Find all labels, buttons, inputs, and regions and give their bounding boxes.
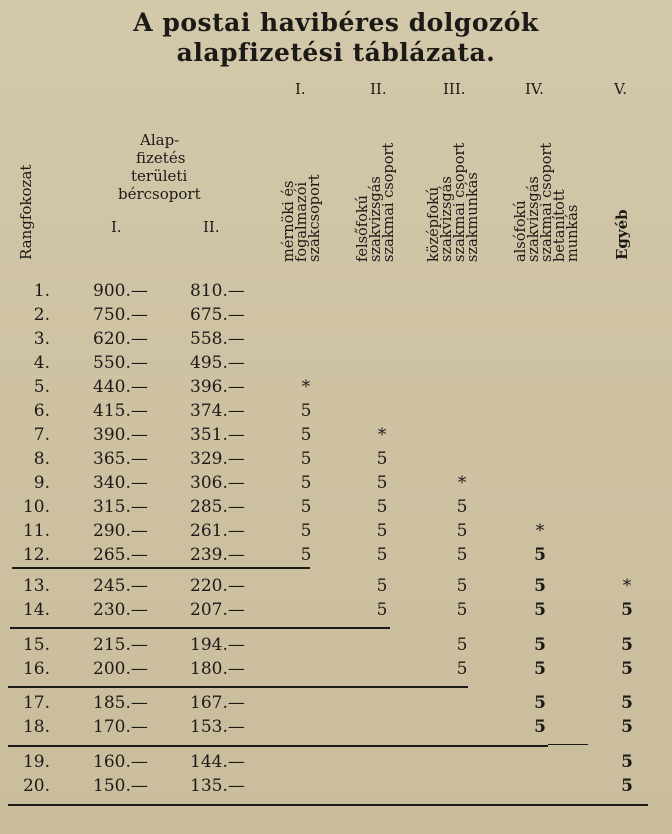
table-bottom-line — [8, 804, 648, 806]
pay-group-2-cell: 558.— — [190, 329, 245, 349]
group-5-cell: 5 — [621, 717, 633, 737]
pay-group-2-cell: 675.— — [190, 305, 245, 325]
group-5-cell: 5 — [621, 600, 633, 620]
pay-group-2-cell: 180.— — [190, 659, 245, 679]
table-row — [0, 717, 672, 741]
group-2-cell: 5 — [376, 576, 388, 596]
group-name-4: alsófokú szakvizsgás szakmai csoport betanított munkás — [513, 142, 581, 262]
pay-group-2-cell: 396.— — [190, 377, 245, 397]
group-number-5: V. — [614, 80, 627, 98]
table-row — [0, 329, 672, 353]
pay-group-1-cell: 315.— — [93, 497, 148, 517]
group-3-cell: 5 — [456, 600, 468, 620]
pay-group-2-cell: 239.— — [190, 545, 245, 565]
group-5-cell: 5 — [621, 659, 633, 679]
separator-line — [8, 686, 468, 688]
group-2-cell: 5 — [376, 545, 388, 565]
table-row — [0, 776, 672, 800]
table-row — [0, 353, 672, 377]
pay-group-2-cell: 285.— — [190, 497, 245, 517]
table-row — [0, 600, 672, 624]
pay-group-1-cell: 750.— — [93, 305, 148, 325]
table-row — [0, 401, 672, 425]
pay-group-2-cell: 261.— — [190, 521, 245, 541]
pay-group-1-cell: 340.— — [93, 473, 148, 493]
pay-group-2-cell: 306.— — [190, 473, 245, 493]
pay-group-1-cell: 245.— — [93, 576, 148, 596]
pay-group-2-cell: 167.— — [190, 693, 245, 713]
group-4-cell: 5 — [534, 600, 546, 620]
group-3-cell: 5 — [456, 635, 468, 655]
rank-cell: 10. — [22, 497, 50, 517]
table-row — [0, 635, 672, 659]
table-row — [0, 521, 672, 545]
header-base-pay-line4: bércsoport — [118, 185, 201, 203]
group-1-cell: * — [301, 377, 311, 397]
pay-group-1-cell: 160.— — [93, 752, 148, 772]
group-4-cell: * — [535, 521, 545, 541]
group-name-3: középfokú szakvizsgás szakmai csoport szakmunkás — [426, 142, 481, 262]
group-number-4: IV. — [525, 80, 544, 98]
pay-group-1-cell: 230.— — [93, 600, 148, 620]
separator-line-stroke — [548, 744, 588, 745]
pay-group-2-cell: 374.— — [190, 401, 245, 421]
separator-line — [10, 627, 390, 629]
group-4-cell: 5 — [534, 576, 546, 596]
pay-group-1-cell: 390.— — [93, 425, 148, 445]
group-5-cell: 5 — [621, 752, 633, 772]
group-5-cell: 5 — [621, 635, 633, 655]
rank-cell: 9. — [33, 473, 50, 493]
group-2-cell: 5 — [376, 521, 388, 541]
group-3-cell: * — [457, 473, 467, 493]
pay-group-1-cell: 200.— — [93, 659, 148, 679]
group-2-cell: * — [377, 425, 387, 445]
table-row — [0, 576, 672, 600]
table-row — [0, 497, 672, 521]
separator-line — [12, 567, 310, 569]
group-1-cell: 5 — [300, 545, 312, 565]
rank-cell: 3. — [33, 329, 50, 349]
pay-group-1-cell: 170.— — [93, 717, 148, 737]
group-3-cell: 5 — [456, 659, 468, 679]
group-4-cell: 5 — [534, 693, 546, 713]
rank-cell: 1. — [33, 281, 50, 301]
rank-cell: 8. — [33, 449, 50, 469]
pay-group-1-cell: 290.— — [93, 521, 148, 541]
pay-group-2-cell: 495.— — [190, 353, 245, 373]
rank-cell: 13. — [22, 576, 50, 596]
pay-group-2-cell: 144.— — [190, 752, 245, 772]
group-5-cell: * — [622, 576, 632, 596]
group-name-5: Egyéb — [613, 209, 631, 260]
rank-cell: 16. — [22, 659, 50, 679]
table-row — [0, 377, 672, 401]
pay-group-1-cell: 265.— — [93, 545, 148, 565]
pay-group-1-cell: 415.— — [93, 401, 148, 421]
header-base-pay-line2: fizetés — [136, 149, 186, 167]
group-1-cell: 5 — [300, 497, 312, 517]
pay-group-1-cell: 365.— — [93, 449, 148, 469]
rank-cell: 20. — [22, 776, 50, 796]
rank-cell: 12. — [22, 545, 50, 565]
table-row — [0, 752, 672, 776]
header-base-pay-line1: Alap- — [140, 131, 180, 149]
rank-cell: 14. — [22, 600, 50, 620]
pay-group-1-cell: 900.— — [93, 281, 148, 301]
pay-group-2-cell: 329.— — [190, 449, 245, 469]
rank-cell: 6. — [33, 401, 50, 421]
group-3-cell: 5 — [456, 521, 468, 541]
group-2-cell: 5 — [376, 473, 388, 493]
group-1-cell: 5 — [300, 521, 312, 541]
table-row — [0, 473, 672, 497]
group-4-cell: 5 — [534, 545, 546, 565]
group-1-cell: 5 — [300, 449, 312, 469]
rank-cell: 15. — [22, 635, 50, 655]
group-1-cell: 5 — [300, 425, 312, 445]
table-row — [0, 659, 672, 683]
table-row — [0, 545, 672, 569]
header-pay-group-1: I. — [111, 218, 122, 236]
rank-cell: 18. — [22, 717, 50, 737]
group-4-cell: 5 — [534, 717, 546, 737]
group-2-cell: 5 — [376, 449, 388, 469]
group-1-cell: 5 — [300, 401, 312, 421]
table-row — [0, 449, 672, 473]
pay-group-1-cell: 185.— — [93, 693, 148, 713]
table-row — [0, 281, 672, 305]
page-subtitle: alapfizetési táblázata. — [176, 38, 496, 67]
pay-group-2-cell: 207.— — [190, 600, 245, 620]
group-1-cell: 5 — [300, 473, 312, 493]
pay-group-1-cell: 550.— — [93, 353, 148, 373]
group-5-cell: 5 — [621, 693, 633, 713]
pay-group-2-cell: 351.— — [190, 425, 245, 445]
header-pay-group-2: II. — [203, 218, 220, 236]
rank-cell: 19. — [22, 752, 50, 772]
group-3-cell: 5 — [456, 497, 468, 517]
header-base-pay-line3: területi — [131, 167, 188, 185]
group-3-cell: 5 — [456, 545, 468, 565]
separator-line — [8, 745, 548, 747]
group-name-1: mérnöki és fogalmazói szakcsoport — [281, 174, 323, 262]
pay-group-2-cell: 135.— — [190, 776, 245, 796]
group-4-cell: 5 — [534, 635, 546, 655]
group-5-cell: 5 — [621, 776, 633, 796]
table-row — [0, 425, 672, 449]
group-2-cell: 5 — [376, 497, 388, 517]
group-4-cell: 5 — [534, 659, 546, 679]
rank-cell: 17. — [22, 693, 50, 713]
group-number-2: II. — [370, 80, 387, 98]
rank-cell: 5. — [33, 377, 50, 397]
pay-group-1-cell: 215.— — [93, 635, 148, 655]
table-row — [0, 305, 672, 329]
group-number-3: III. — [443, 80, 466, 98]
pay-group-2-cell: 153.— — [190, 717, 245, 737]
pay-group-1-cell: 620.— — [93, 329, 148, 349]
rank-cell: 7. — [33, 425, 50, 445]
group-number-1: I. — [295, 80, 306, 98]
pay-group-1-cell: 150.— — [93, 776, 148, 796]
header-rank: Rangfokozat — [17, 164, 35, 260]
pay-group-2-cell: 810.— — [190, 281, 245, 301]
pay-group-1-cell: 440.— — [93, 377, 148, 397]
rank-cell: 11. — [22, 521, 50, 541]
group-2-cell: 5 — [376, 600, 388, 620]
rank-cell: 2. — [33, 305, 50, 325]
rank-cell: 4. — [33, 353, 50, 373]
pay-group-2-cell: 220.— — [190, 576, 245, 596]
pay-group-2-cell: 194.— — [190, 635, 245, 655]
page-title: A postai havibéres dolgozók — [133, 8, 539, 37]
group-name-2: felsőfokú szakvizsgás szakmai csoport — [355, 142, 397, 262]
group-3-cell: 5 — [456, 576, 468, 596]
table-row — [0, 693, 672, 717]
